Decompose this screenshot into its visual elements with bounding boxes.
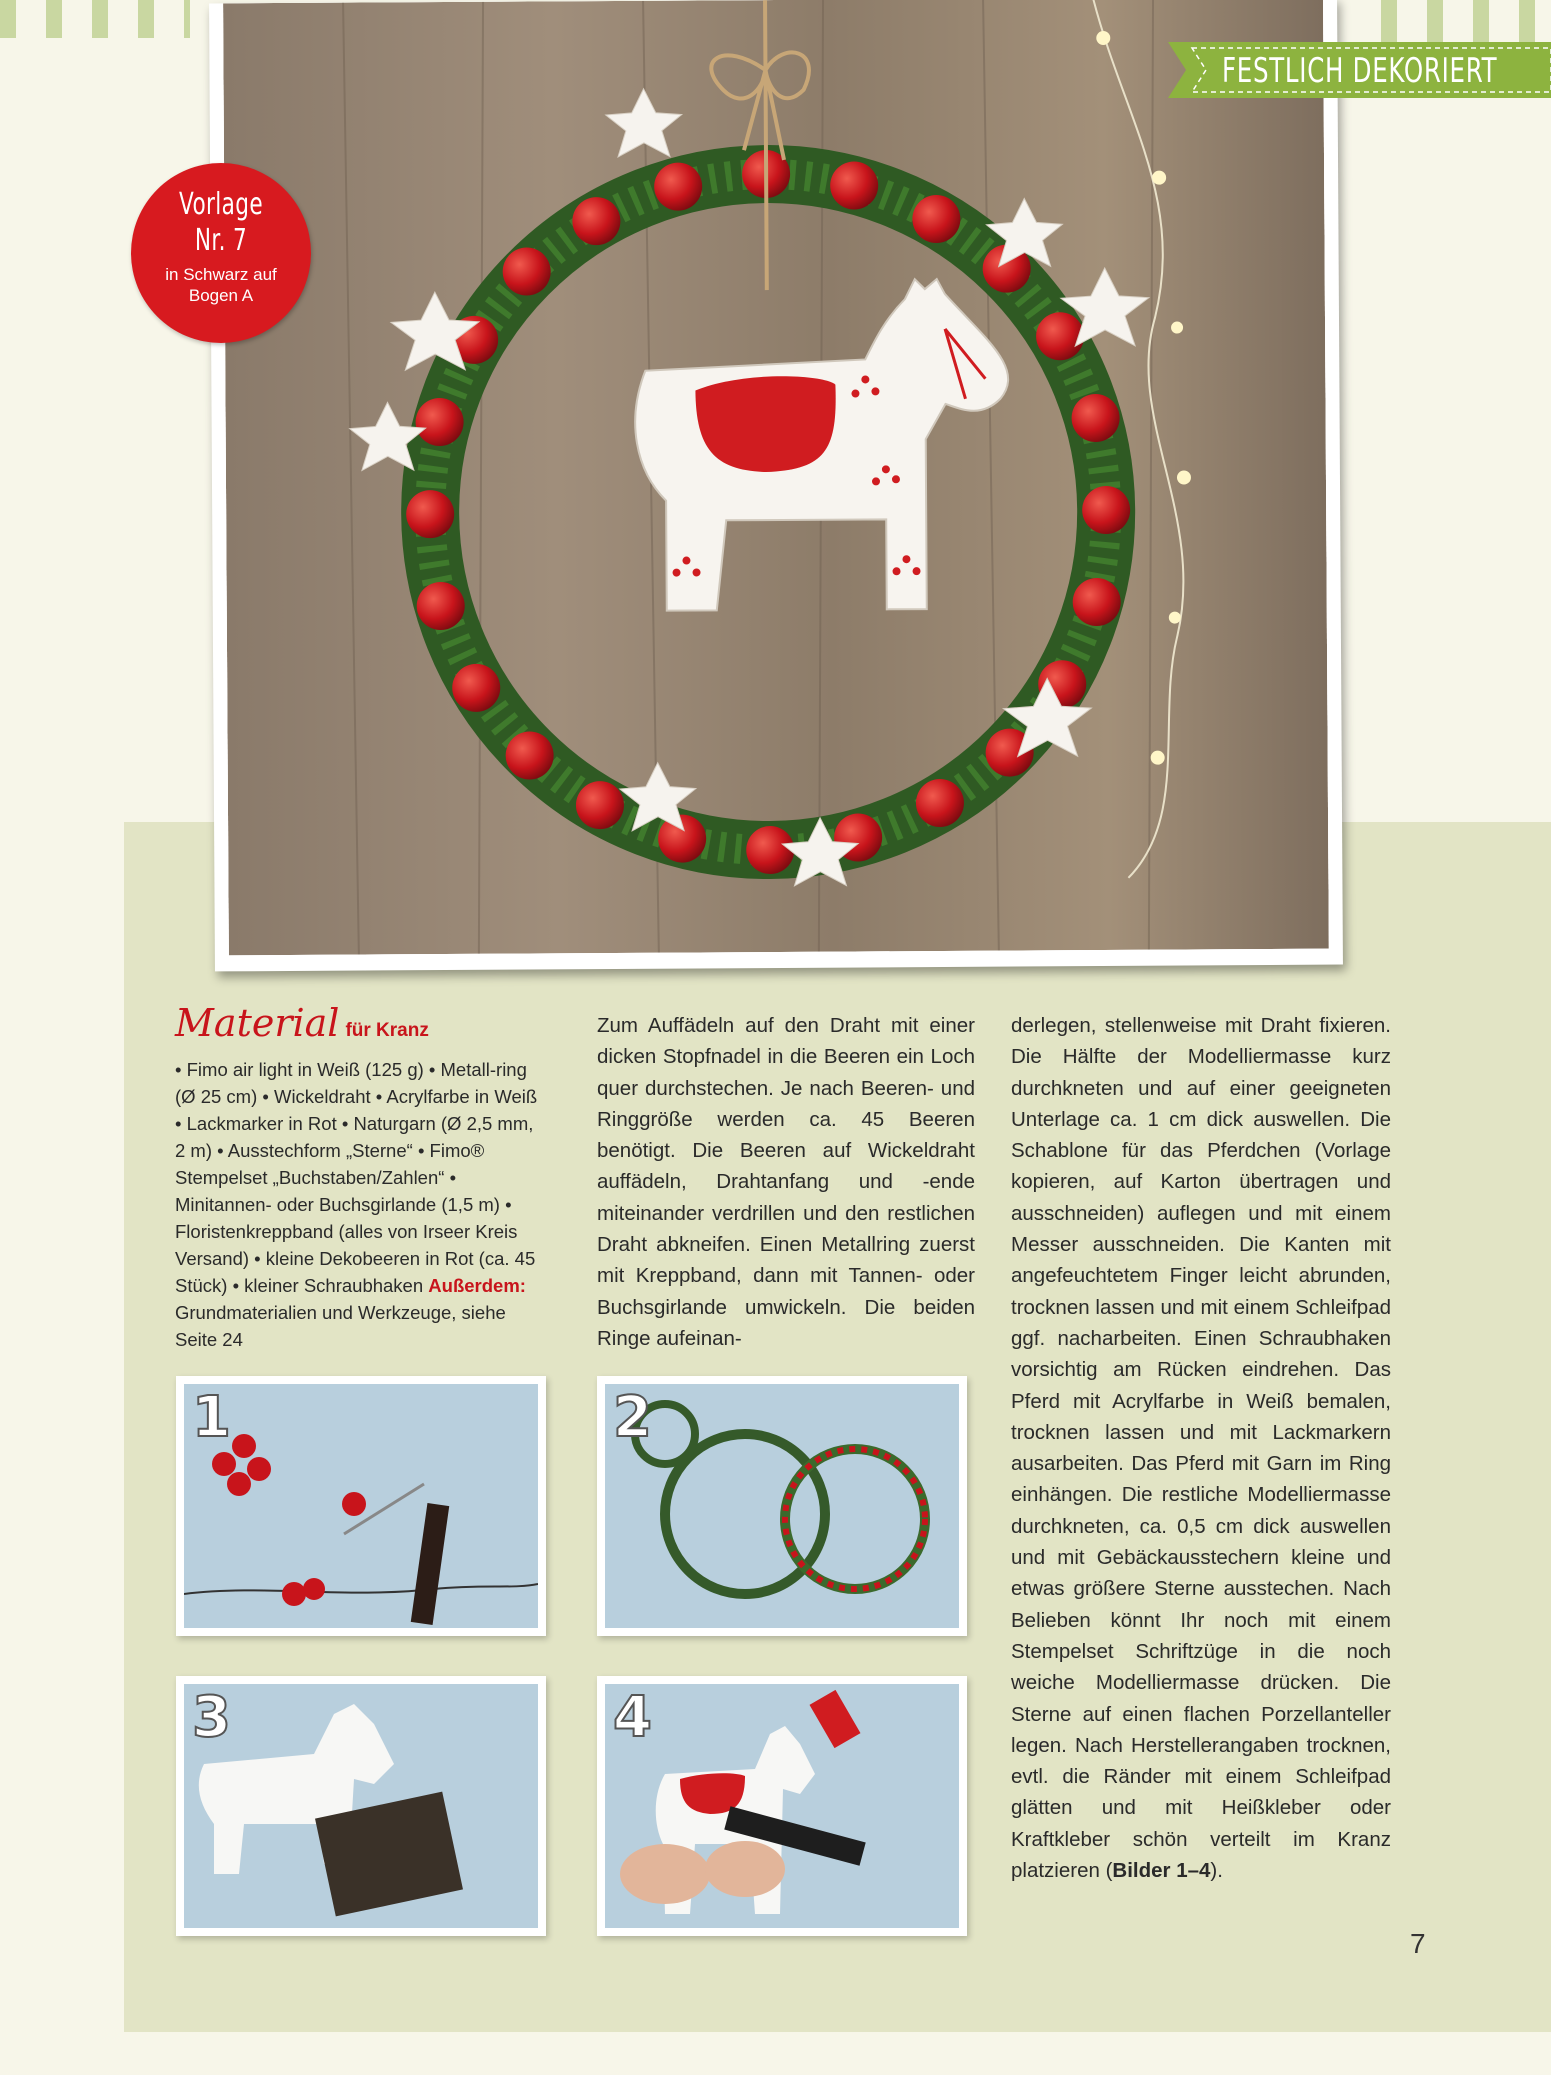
template-badge-number: Nr. 7 <box>194 223 248 258</box>
instructions-column-3 <box>1011 1010 1391 1886</box>
wreath-illustration <box>223 0 1329 955</box>
material-extra-label: Außerdem: <box>428 1275 526 1296</box>
instructions-text-part2 <box>1011 1010 1391 1886</box>
step-number-3: 3 <box>192 1685 231 1750</box>
step-photo-3 <box>176 1676 546 1936</box>
main-photo-frame <box>209 0 1343 971</box>
instructions-image-ref: Bilder 1–4 <box>1112 1859 1211 1883</box>
instructions-text-part1: Zum Auffädeln auf den Draht mit einer dicken Stopfnadel in die Beeren ein Loch quer durchstechen. Je nach Beeren- und Ringgröße werden ca. 45 Beeren benötigt. Die Beeren auf Wickeldraht auffädeln, Drahtanfang und -ende miteinander verdrillen und den restlichen Draht abkneifen. Einen Metallring zuerst mit Kreppband, dann mit Tannen- oder Buchsgirlande umwickeln. Die beiden Ringe aufeinan- <box>597 1014 975 1350</box>
material-title: Material <box>175 1001 340 1045</box>
template-badge <box>131 163 311 343</box>
step-number-1: 1 <box>192 1385 231 1450</box>
material-extra-text: Grundmaterialien und Werkzeuge, siehe Seite 24 <box>175 1302 506 1350</box>
step-number-2: 2 <box>613 1385 652 1450</box>
section-banner-label: FESTLICH DEKORIERT <box>1222 51 1498 91</box>
template-badge-title: Vorlage <box>179 187 263 222</box>
material-subtitle: für Kranz <box>345 1020 429 1041</box>
instructions-ref-open: ( <box>1105 1859 1113 1883</box>
material-heading <box>175 1001 429 1049</box>
step-photo-2 <box>597 1376 967 1636</box>
instructions-column-2 <box>597 1010 975 1354</box>
material-list <box>175 1056 540 1353</box>
step-photo-2-image <box>605 1384 959 1628</box>
step-photo-1 <box>176 1376 546 1636</box>
template-badge-note: in Schwarz auf <box>165 265 277 284</box>
material-items: • Fimo air light in Weiß (125 g) • Metall-ring (Ø 25 cm) • Wickeldraht • Acrylfarbe in Weiß • Lackmarker in Rot • Naturgarn (Ø 2,5 mm, 2 m) • Ausstechform „Sterne“ • Fimo® Stempelset „Buchstaben/Zahlen“ • Minitannen- oder Buchsgirlande (1,5 m) • Floristenkreppband (alles von Irseer Kreis Versand) • kleine Dekobeeren in Rot (ca. 45 Stück) • kleiner Schraubhaken <box>175 1059 538 1296</box>
template-badge-sheet: Bogen A <box>188 286 254 305</box>
instructions-ref-close: ). <box>1210 1859 1223 1883</box>
decorative-stripes-left <box>0 0 190 38</box>
step-photo-4 <box>597 1676 967 1936</box>
step-photo-4-image <box>605 1684 959 1928</box>
decorative-stripes-right <box>1381 0 1551 44</box>
step-number-4: 4 <box>613 1685 652 1750</box>
wreath-photo <box>223 0 1329 955</box>
page-number: 7 <box>1410 1928 1426 1959</box>
step-photo-3-image <box>184 1684 538 1928</box>
step-photo-1-image <box>184 1384 538 1628</box>
instructions-text-body: derlegen, stellenweise mit Draht fixieren. Die Hälfte der Modelliermasse kurz durchkneten und auf einer geeigneten Unterlage ca. 1 cm dick auswellen. Die Schablone für das Pferdchen (Vorlage kopieren, auf Karton übertragen und ausschneiden) auflegen und mit einem Messer ausschneiden. Die Kanten mit angefeuchtetem Finger leicht abrunden, trocknen lassen und mit einem Schleifpad ggf. nacharbeiten. Einen Schraubhaken vorsichtig am Rücken eindrehen. Das Pferd mit Acrylfarbe in Weiß bemalen, trocknen lassen und mit Lackmarkern ausarbeiten. Das Pferd mit Garn im Ring einhängen. Die restliche Modelliermasse durchkneten, ca. 0,5 cm dick auswellen und mit Gebäckausstechern kleine und etwas größere Sterne ausstechen. Nach Belieben könnt Ihr noch mit einem Stempelset Schriftzüge in die noch weiche Modelliermasse drücken. Die Sterne auf einen flachen Porzellanteller legen. Nach Herstellerangaben trocknen, evtl. die Ränder mit einem Schleifpad glätten und mit Heißkleber oder Kraftkleber schön verteilt im Kranz platzieren <box>1011 1014 1391 1883</box>
